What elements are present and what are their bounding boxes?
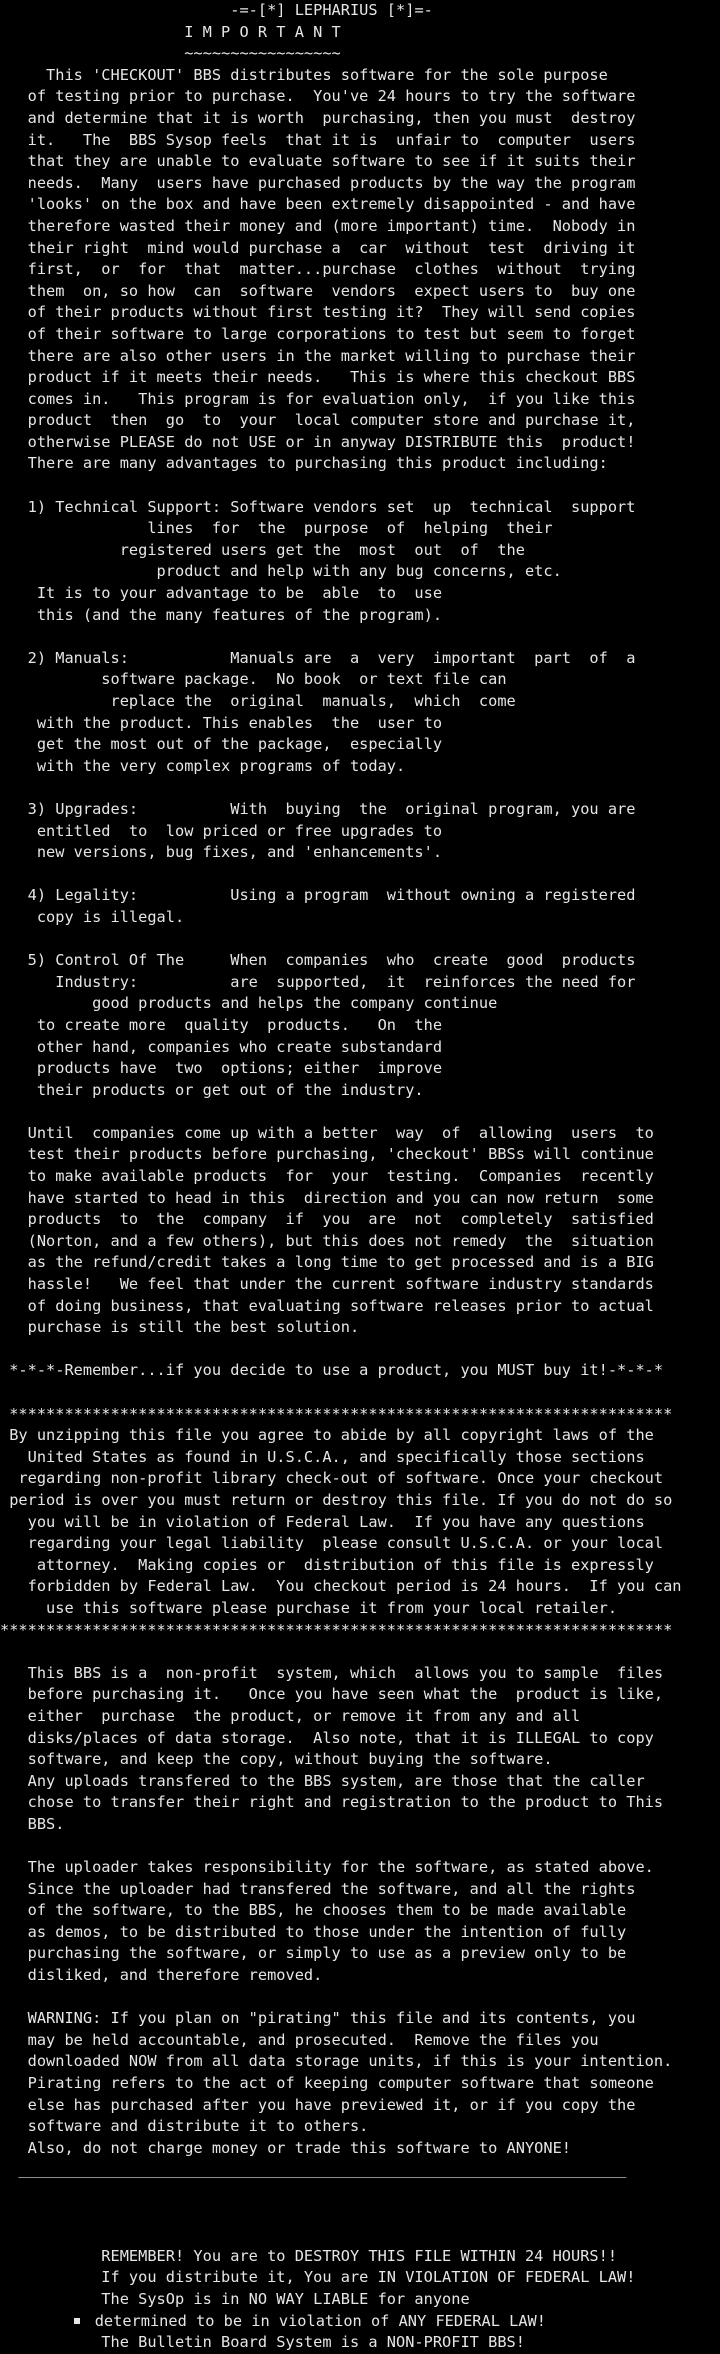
document-line: there are also other users in the market willing to purchase their — [0, 346, 636, 365]
document-line: to create more quality products. On the — [0, 1015, 443, 1034]
document-line: I M P O R T A N T — [0, 22, 341, 41]
bullet-line — [0, 2311, 720, 2333]
document-line: Since the uploader had transfered the software, and all the rights — [0, 1879, 636, 1898]
document-line: forbidden by Federal Law. You checkout period is 24 hours. If you can — [0, 1577, 682, 1596]
document-line: product if it meets their needs. This is where this checkout BBS — [0, 368, 636, 387]
document-line — [0, 2224, 720, 2246]
document-line: REMEMBER! You are to DESTROY THIS FILE WITHIN 24 HOURS!! — [0, 2246, 618, 2265]
document-line — [0, 929, 720, 951]
document-line: and determine that it is worth purchasing, then you must destroy — [0, 108, 636, 127]
document-line: their products or get out of the industry. — [0, 1080, 424, 1099]
header-title — [0, 0, 720, 22]
document-line: disks/places of data storage. Also note, that it is ILLEGAL to copy — [0, 1728, 654, 1747]
document-line: with the very complex programs of today. — [0, 756, 406, 775]
document-line: Any uploads transfered to the BBS system, are those that the caller — [0, 1771, 645, 1790]
document-line: of their software to large corporations to test but seem to forget — [0, 324, 636, 343]
document-line: This 'CHECKOUT' BBS distributes software for the sole purpose — [0, 65, 608, 84]
document-line: of doing business, that evaluating software releases prior to actual — [0, 1296, 654, 1315]
document-line: 1) Technical Support: Software vendors set up technical support — [0, 497, 636, 516]
document-line: new versions, bug fixes, and 'enhancements'. — [0, 843, 443, 862]
document-line — [0, 2203, 720, 2225]
document-line: get the most out of the package, especially — [0, 735, 443, 754]
document-line: software package. No book or text file can — [0, 670, 507, 689]
header-title-text: -=-[*] LEPHARIUS [*]=- — [230, 1, 433, 19]
document-line: __________________________________________________________________ — [0, 2160, 627, 2179]
document-line — [0, 1382, 720, 1404]
document-line: as the refund/credit takes a long time to get processed and is a BIG — [0, 1253, 654, 1272]
document-line: lines for the purpose of helping their — [0, 519, 553, 538]
document-line: their right mind would purchase a car without test driving it — [0, 238, 636, 257]
document-line: test their products before purchasing, 'checkout' BBSs will continue — [0, 1145, 654, 1164]
document-line: before purchasing it. Once you have seen what the product is like, — [0, 1685, 664, 1704]
document-line: to make available products for your testing. Companies recently — [0, 1167, 654, 1186]
document-line: of their products without first testing it? They will send copies — [0, 303, 636, 322]
document-line: registered users get the most out of the — [0, 540, 525, 559]
document-line — [0, 1641, 720, 1663]
bullet-text: determined to be in violation of ANY FEDERAL LAW! — [94, 2311, 546, 2330]
document-line: products to the company if you are not completely satisfied — [0, 1210, 654, 1229]
document-line — [0, 864, 720, 886]
document-line: otherwise PLEASE do not USE or in anyway DISTRIBUTE this product! — [0, 432, 636, 451]
document-line: period is over you must return or destroy this file. If you do not do so — [0, 1490, 673, 1509]
document-line: purchasing the software, or simply to use as a preview only to be — [0, 1944, 627, 1963]
document-line: *-*-*-Remember...if you decide to use a product, you MUST buy it!-*-*-* — [0, 1361, 664, 1380]
document-line: attorney. Making copies or distribution of this file is expressly — [0, 1555, 654, 1574]
document-line: have started to head in this direction and you can now return some — [0, 1188, 654, 1207]
document-line: products have two options; either improve — [0, 1059, 443, 1078]
document-line: Pirating refers to the act of keeping computer software that someone — [0, 2074, 654, 2092]
document-line: 3) Upgrades: With buying the original program, you are — [0, 799, 636, 818]
document-line: other hand, companies who create substandard — [0, 1037, 443, 1056]
document-line: that they are unable to evaluate software to see if it suits their — [0, 152, 636, 171]
document-line: downloaded NOW from all data storage units, if this is your intention. — [0, 2052, 673, 2071]
document-line: ************************************************************************* — [0, 1620, 673, 1639]
document-line: The Bulletin Board System is a NON-PROFIT BBS! — [0, 2333, 525, 2352]
document-line — [0, 1835, 720, 1857]
document-line: of testing prior to purchase. You've 24 hours to try the software — [0, 87, 636, 106]
document-line: product then go to your local computer store and purchase it, — [0, 411, 636, 430]
document-line: If you distribute it, You are IN VIOLATION OF FEDERAL LAW! — [0, 2268, 636, 2287]
document-line — [0, 777, 720, 799]
document-line: 'looks' on the box and have been extremely disappointed - and have — [0, 195, 636, 214]
document-line: needs. Many users have purchased products by the way the program — [0, 173, 636, 192]
document-line: regarding non-profit library check-out of software. Once your checkout — [0, 1469, 664, 1488]
document-line: them on, so how can software vendors expect users to buy one — [0, 281, 636, 300]
document-line: either purchase the product, or remove it from any and all — [0, 1706, 581, 1725]
document-line — [0, 1987, 720, 2009]
bullet-square-icon — [74, 2318, 80, 2324]
document-line: There are many advantages to purchasing this product including: — [0, 454, 608, 473]
document-line: By unzipping this file you agree to abide by all copyright laws of the — [0, 1426, 654, 1445]
document-line: entitled to low priced or free upgrades to — [0, 821, 443, 840]
document-line: Industry: are supported, it reinforces the need for — [0, 972, 636, 991]
document-line: of the software, to the BBS, he chooses them to be made available — [0, 1901, 627, 1920]
document-line: (Norton, and a few others), but this does not remedy the situation — [0, 1231, 654, 1250]
document-line: hassle! We feel that under the current software industry standards — [0, 1275, 654, 1294]
document-line: The SysOp is in NO WAY LIABLE for anyone — [0, 2289, 470, 2308]
document-line: Until companies come up with a better way of allowing users to — [0, 1123, 654, 1142]
document-line — [0, 1339, 720, 1361]
document-line — [0, 1101, 720, 1123]
document-line: you will be in violation of Federal Law. If you have any questions — [0, 1512, 645, 1531]
document-line: regarding your legal liability please consult U.S.C.A. or your local — [0, 1534, 664, 1553]
document-line — [0, 2181, 720, 2203]
document-line: may be held accountable, and prosecuted. Remove the files you — [0, 2030, 599, 2049]
document-line: product and help with any bug concerns, etc. — [0, 562, 562, 581]
document-line: first, or for that matter...purchase clothes without trying — [0, 260, 636, 279]
document-line: United States as found in U.S.C.A., and specifically those sections — [0, 1447, 645, 1466]
document-line: it. The BBS Sysop feels that it is unfair to computer users — [0, 130, 636, 149]
document-line: else has purchased after you have previewed it, or if you copy the — [0, 2095, 636, 2114]
document-line: use this software please purchase it from your local retailer. — [0, 1598, 618, 1617]
document-line: WARNING: If you plan on "pirating" this file and its contents, you — [0, 2009, 636, 2028]
document-line: Also, do not charge money or trade this software to ANYONE! — [0, 2138, 571, 2157]
document-line: 5) Control Of The When companies who create good products — [0, 951, 636, 970]
document-line: software, and keep the copy, without buying the software. — [0, 1750, 553, 1769]
document-line: 4) Legality: Using a program without owning a registered — [0, 886, 636, 905]
document-line: ************************************************************************ — [0, 1404, 673, 1423]
document-line: comes in. This program is for evaluation only, if you like this — [0, 389, 636, 408]
document-line: copy is illegal. — [0, 907, 185, 926]
document-line: good products and helps the company continue — [0, 994, 498, 1013]
document-body — [0, 22, 720, 2354]
document-line: with the product. This enables the user to — [0, 713, 443, 732]
document-line: It is to your advantage to be able to use — [0, 584, 443, 603]
document-line: 2) Manuals: Manuals are a very important part of a — [0, 648, 636, 667]
document-line — [0, 475, 720, 497]
document-line: This BBS is a non-profit system, which allows you to sample files — [0, 1663, 664, 1682]
document-line: as demos, to be distributed to those under the intention of fully — [0, 1922, 627, 1941]
document-line: software and distribute it to others. — [0, 2117, 369, 2136]
document-line: BBS. — [0, 1814, 65, 1833]
document-line: The uploader takes responsibility for the software, as stated above. — [0, 1858, 654, 1877]
document-line: therefore wasted their money and (more important) time. Nobody in — [0, 216, 636, 235]
document-line: disliked, and therefore removed. — [0, 1966, 323, 1985]
document-line: replace the original manuals, which come — [0, 692, 516, 710]
document-line — [0, 626, 720, 648]
document-line: this (and the many features of the program). — [0, 605, 443, 624]
document-line: chose to transfer their right and registration to the product to This — [0, 1793, 664, 1812]
document-line: purchase is still the best solution. — [0, 1318, 360, 1337]
document-line: ~~~~~~~~~~~~~~~~~ — [0, 44, 341, 63]
